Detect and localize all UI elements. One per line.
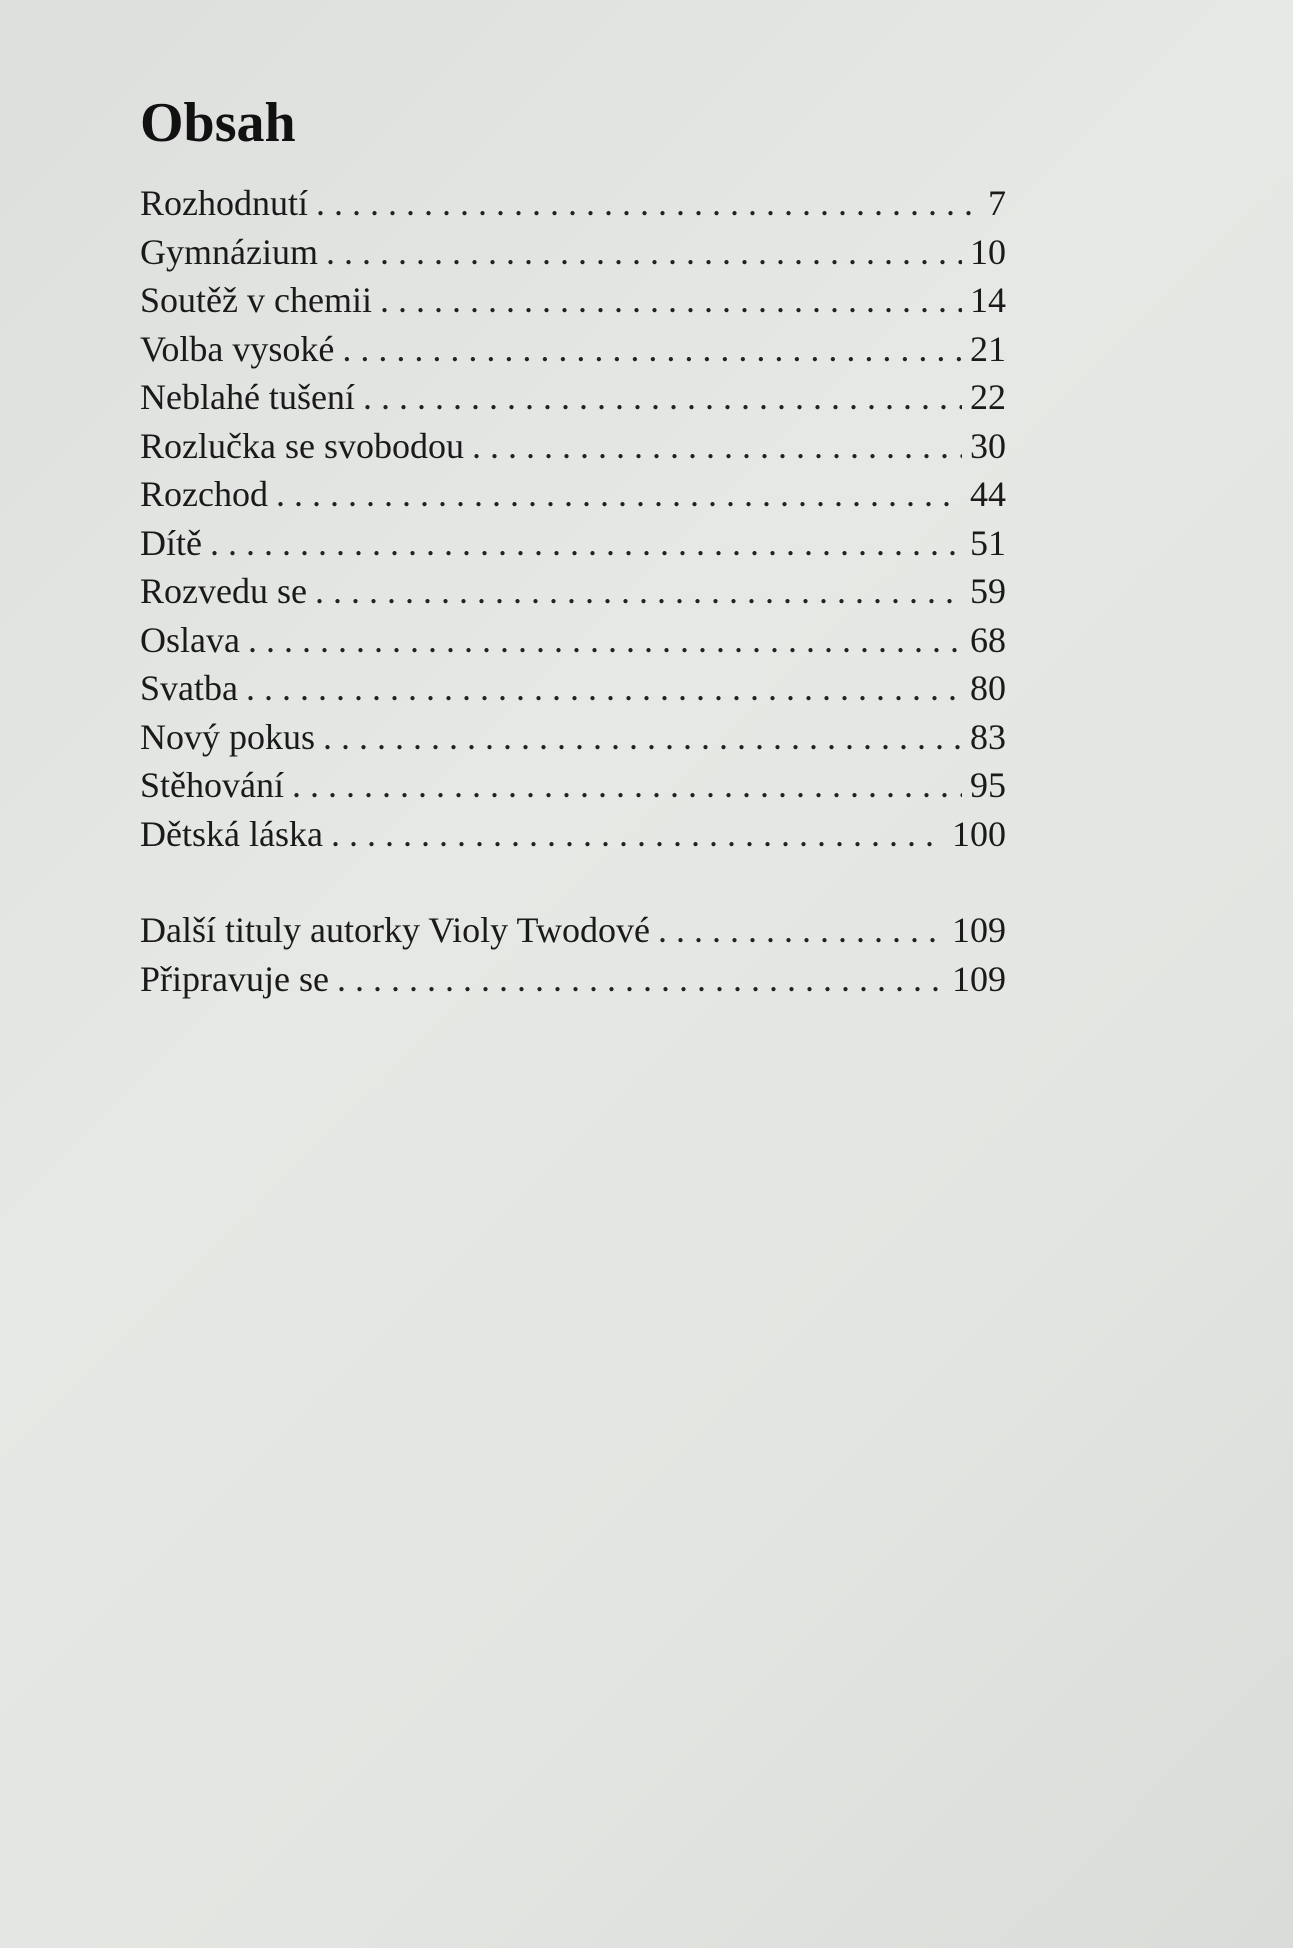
toc-entry-page: 59 (970, 571, 1006, 611)
toc-entry-label: Rozvedu se (140, 571, 307, 611)
toc-entry (140, 906, 1006, 955)
dot-leader (292, 761, 962, 810)
dot-leader (316, 179, 980, 228)
toc-entry-label: Neblahé tušení (140, 377, 355, 417)
dot-leader (472, 422, 962, 471)
toc-entry-page: 83 (970, 716, 1006, 757)
toc-entry-label: Dítě (140, 522, 202, 563)
section-gap (140, 858, 1006, 906)
toc-entry (140, 810, 1006, 859)
toc-entry-label: Soutěž v chemii (140, 280, 372, 320)
toc-entry-page: 95 (970, 765, 1006, 805)
dot-leader (363, 373, 962, 422)
toc-entry-label: Dětská láska (140, 813, 323, 854)
toc-entry (140, 373, 1006, 422)
toc-entry (140, 955, 1006, 1004)
toc-entry-page: 14 (970, 280, 1006, 320)
toc-entry-page: 7 (988, 183, 1006, 223)
toc-entry-label: Rozlučka se svobodou (140, 425, 464, 466)
toc-entry-label: Volba vysoké (140, 328, 335, 369)
toc-entry-label: Další tituly autorky Violy Twodové (140, 910, 650, 950)
toc-entry-page: 51 (970, 522, 1006, 563)
dot-leader (276, 470, 962, 519)
toc-entry-page: 10 (970, 231, 1006, 272)
dot-leader (246, 664, 962, 713)
extras-list (140, 906, 1006, 1003)
toc-entry (140, 664, 1006, 713)
dot-leader (326, 228, 962, 277)
toc-entry-label: Nový pokus (140, 716, 316, 757)
toc-entry (140, 422, 1006, 471)
toc-entry-page: 109 (952, 958, 1006, 999)
toc-entry (140, 325, 1006, 374)
toc-entry-page: 109 (952, 910, 1006, 950)
dot-leader (323, 713, 962, 762)
dot-leader (210, 519, 962, 568)
dot-leader (337, 955, 944, 1004)
dot-leader (380, 276, 962, 325)
toc-entry-page: 30 (970, 425, 1006, 466)
toc-entry (140, 179, 1006, 228)
dot-leader (248, 616, 962, 665)
toc-entry (140, 713, 1006, 762)
toc-entry-page: 68 (970, 619, 1006, 660)
dot-leader (658, 906, 944, 955)
toc-entry-label: Svatba (140, 668, 238, 708)
toc-entry-label: Rozchod (140, 474, 268, 514)
toc-entry (140, 616, 1006, 665)
dot-leader (342, 325, 962, 374)
toc-entry (140, 470, 1006, 519)
toc-entry-label: Gymnázium (140, 231, 318, 272)
toc-entry (140, 519, 1006, 568)
toc-title: Obsah (140, 92, 296, 154)
toc-entry (140, 761, 1006, 810)
table-of-contents (140, 92, 1006, 1003)
toc-entry-label: Oslava (140, 619, 240, 660)
chapter-list (140, 179, 1006, 858)
toc-entry-page: 22 (970, 377, 1006, 417)
dot-leader (315, 567, 962, 616)
toc-entry-page: 100 (952, 813, 1006, 854)
dot-leader (331, 810, 944, 859)
toc-entry-page: 21 (970, 328, 1006, 369)
toc-entry-label: Stěhování (140, 765, 284, 805)
toc-entry (140, 276, 1006, 325)
toc-entry (140, 567, 1006, 616)
toc-entry-page: 80 (970, 668, 1006, 708)
toc-entry-label: Připravuje se (140, 958, 329, 999)
toc-entry-page: 44 (970, 474, 1006, 514)
toc-entry (140, 228, 1006, 277)
toc-entry-label: Rozhodnutí (140, 183, 308, 223)
